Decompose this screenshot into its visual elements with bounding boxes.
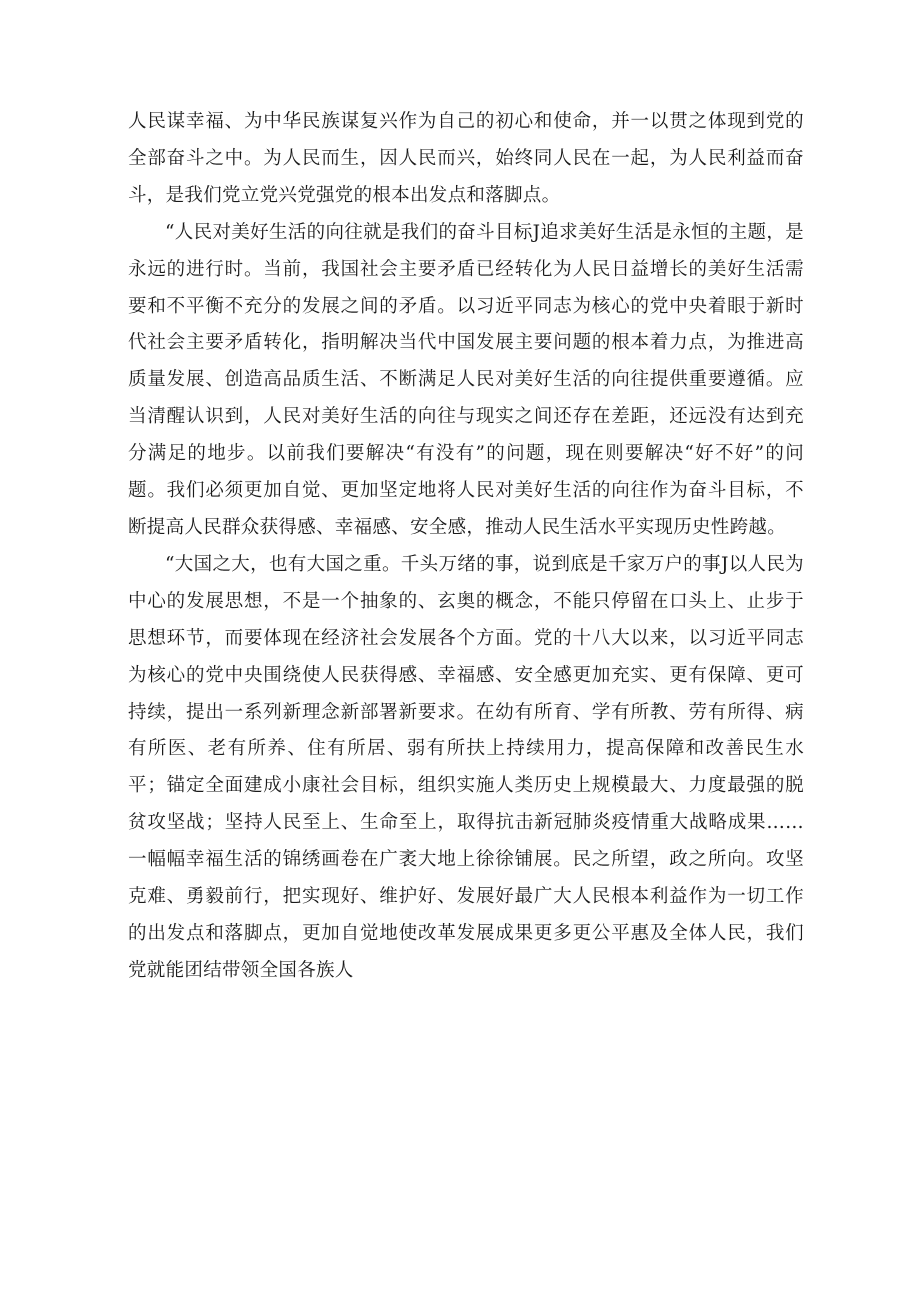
body-text: [128, 104, 804, 990]
paragraph-2: “人民对美好生活的向往就是我们的奋斗目标J追求美好生活是永恒的主题，是永远的进行时。当前，我国社会主要矛盾已经转化为人民日益增长的美好生活需要和不平衡不充分的发展之间的矛盾。以习近平同志为核心的党中央着眼于新时代社会主要矛盾转化，指明解决当代中国发展主要问题的根本着力点，为推进高质量发展、创造高品质生活、不断满足人民对美好生活的向往提供重要遵循。应当清醒认识到，人民对美好生活的向往与现实之间还存在差距，还远没有达到充分满足的地步。以前我们要解决“有没有”的问题，现在则要解决“好不好”的问题。我们必须更加自觉、更加坚定地将人民对美好生活的向往作为奋斗目标，不断提高人民群众获得感、幸福感、安全感，推动人民生活水平实现历史性跨越。: [128, 221, 804, 538]
paragraph-3: “大国之大，也有大国之重。千头万绪的事，说到底是千家万户的事J以人民为中心的发展思想，不是一个抽象的、玄奥的概念，不能只停留在口头上、止步于思想环节，而要体现在经济社会发展各个方面。党的十八大以来，以习近平同志为核心的党中央围绕使人民获得感、幸福感、安全感更加充实、更有保障、更可持续，提出一系列新理念新部署新要求。在幼有所育、学有所教、劳有所得、病有所医、老有所养、住有所居、弱有所扶上持续用力，提高保障和改善民生水平；锚定全面建成小康社会目标，组织实施人类历史上规模最大、力度最强的脱贫攻坚战；坚持人民至上、生命至上，取得抗击新冠肺炎疫情重大战略成果……一幅幅幸福生活的锦绣画卷在广袤大地上徐徐铺展。民之所望，政之所向。攻坚克难、勇毅前行，把实现好、维护好、发展好最广大人民根本利益作为一切工作的出发点和落脚点，更加自觉地使改革发展成果更多更公平惠及全体人民，我们党就能团结带领全国各族人: [128, 553, 804, 981]
paragraph-1: 人民谋幸福、为中华民族谋复兴作为自己的初心和使命，并一以贯之体现到党的全部奋斗之中。为人民而生，因人民而兴，始终同人民在一起，为人民利益而奋斗，是我们党立党兴党强党的根本出发点和落脚点。: [128, 111, 804, 206]
